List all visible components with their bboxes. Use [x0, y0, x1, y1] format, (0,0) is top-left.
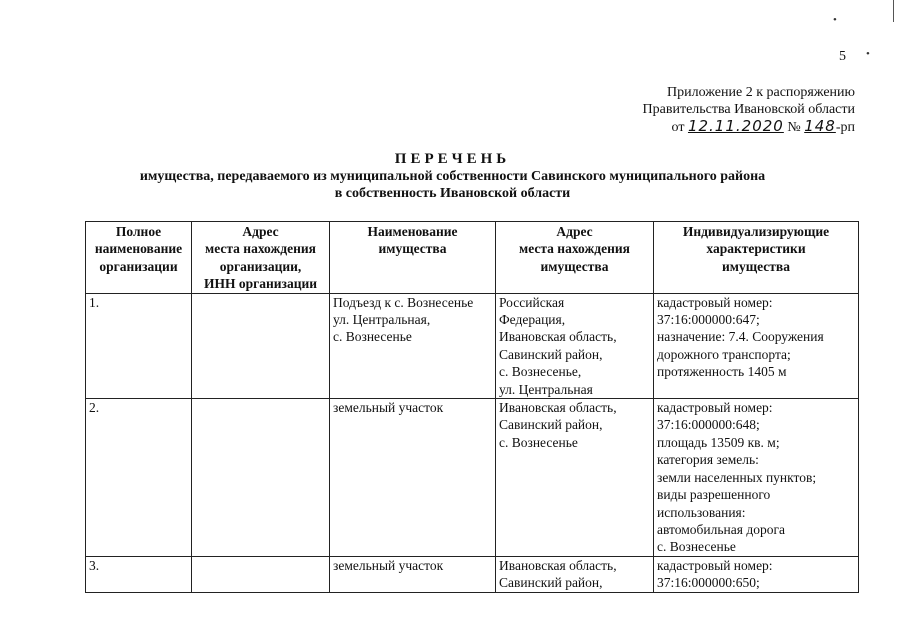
- scan-mark: •: [833, 14, 837, 26]
- row-number: 1.: [86, 293, 192, 398]
- header-property-name: Наименование имущества: [330, 222, 496, 294]
- appendix-line-2: Правительства Ивановской области: [642, 102, 855, 117]
- appendix-block: [643, 84, 855, 136]
- header-org-name: Полное наименование организации: [86, 222, 192, 294]
- document-subtitle-2: в собственность Ивановской области: [334, 186, 571, 201]
- document-heading: ПЕРЕЧЕНЬ: [394, 151, 511, 167]
- property-name-cell: земельный участок: [330, 399, 496, 557]
- appendix-line-3: [643, 118, 855, 136]
- header-org-address: Адрес места нахождения организации, ИНН организации: [192, 222, 330, 294]
- characteristics-cell: кадастровый номер: 37:16:000000:648; площадь 13509 кв. м; категория земель: земли населенных пунктов; виды разрешенного использования: автомобильная дорога с. Вознесенье: [654, 399, 859, 557]
- table-row: [86, 293, 859, 398]
- header-characteristics: Индивидуализирующие характеристики имущества: [654, 222, 859, 294]
- table-row: [86, 556, 859, 592]
- property-name-cell: земельный участок: [330, 556, 496, 592]
- scan-edge-mark: [893, 0, 896, 22]
- characteristics-cell: кадастровый номер: 37:16:000000:647; назначение: 7.4. Сооружения дорожного транспорта; протяженность 1405 м: [654, 293, 859, 398]
- header-property-address: Адрес места нахождения имущества: [496, 222, 654, 294]
- appendix-number-label: №: [787, 120, 801, 135]
- row-number: 3.: [86, 556, 192, 592]
- property-address-cell: Ивановская область, Савинский район,: [496, 556, 654, 592]
- org-address-cell: [192, 556, 330, 592]
- org-address-cell: [192, 399, 330, 557]
- scan-mark: •: [866, 48, 870, 60]
- table-header-row: [86, 222, 859, 294]
- table-row: [86, 399, 859, 557]
- document-subtitle: имущества, передаваемого из муниципальной собственности Савинского муниципального района: [139, 169, 766, 184]
- page-number: 5: [839, 49, 846, 64]
- property-address-cell: Ивановская область, Савинский район, с. Вознесенье: [496, 399, 654, 557]
- property-table: [85, 221, 859, 593]
- appendix-date: 12.11.2020: [687, 117, 784, 135]
- row-number: 2.: [86, 399, 192, 557]
- appendix-prefix: от: [671, 120, 685, 135]
- property-address-cell: Российская Федерация, Ивановская область, Савинский район, с. Вознесенье, ул. Центральная: [496, 293, 654, 398]
- appendix-line-1: Приложение 2 к распоряжению: [667, 85, 855, 100]
- appendix-number: 148: [804, 117, 836, 135]
- property-name-cell: Подъезд к с. Вознесенье ул. Центральная, с. Вознесенье: [330, 293, 496, 398]
- characteristics-cell: кадастровый номер: 37:16:000000:650;: [654, 556, 859, 592]
- org-address-cell: [192, 293, 330, 398]
- appendix-suffix: -рп: [835, 120, 855, 135]
